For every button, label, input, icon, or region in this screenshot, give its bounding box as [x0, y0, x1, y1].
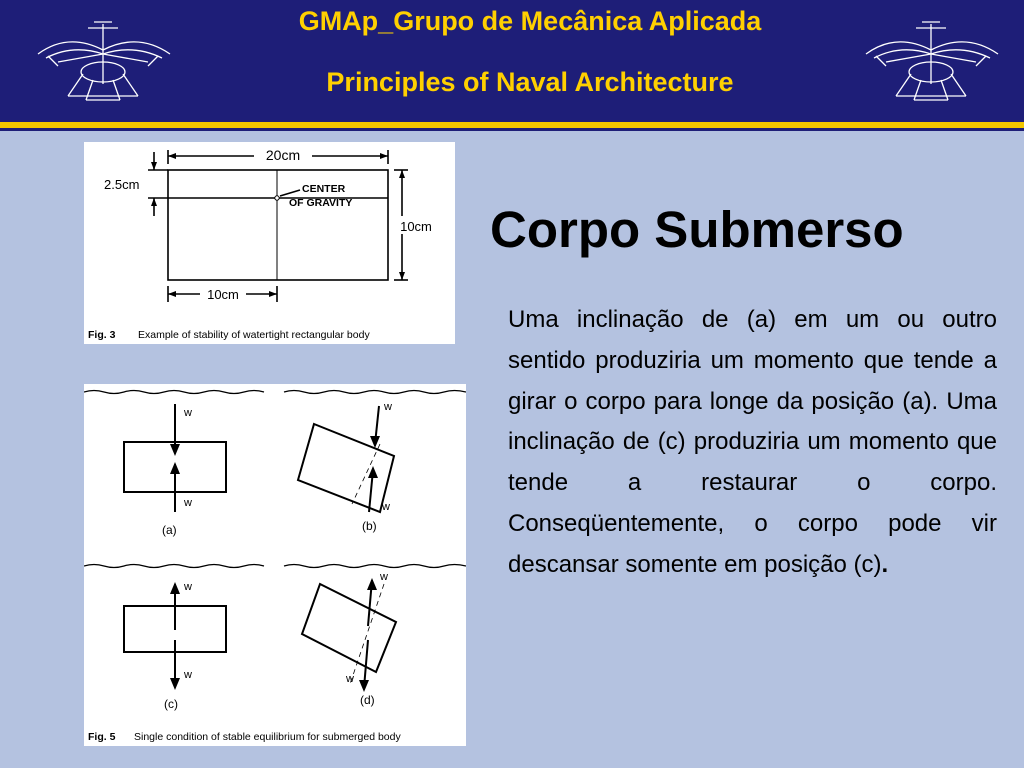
- fig3-cg-label-2: OF GRAVITY: [289, 197, 353, 209]
- header-title-book: Principles of Naval Architecture: [326, 67, 734, 97]
- fig5-c-weight-label: w: [184, 669, 192, 681]
- fig5-label-a: (a): [162, 523, 177, 537]
- body-final-period: .: [881, 550, 889, 578]
- fig5-b-buoyancy-label: w: [382, 501, 390, 513]
- fig3-caption-number: Fig. 3: [88, 329, 116, 341]
- figure-5-submerged-equilibrium: [84, 384, 466, 746]
- ornithopter-sketch-icon: [28, 14, 178, 106]
- fig3-height-label: 10cm: [400, 219, 432, 234]
- fig5-caption: Single condition of stable equilibrium for submerged body: [134, 731, 401, 743]
- fig5-d-weight-label: w: [346, 673, 354, 685]
- slide-heading: Corpo Submerso: [490, 201, 904, 258]
- ornithopter-sketch-icon: [856, 14, 1006, 106]
- fig3-offset-label: 2.5cm: [104, 177, 140, 192]
- header-title-group: GMAp_Grupo de Mecânica Aplicada: [298, 6, 762, 36]
- fig3-caption: Example of stability of watertight rectangular body: [138, 329, 370, 341]
- fig5-d-buoyancy-label: w: [380, 571, 388, 583]
- fig3-width-label: 20cm: [265, 147, 301, 163]
- fig5-label-b: (b): [362, 519, 377, 533]
- figure-3-rectangular-body: [84, 142, 455, 344]
- fig3-half-label: 10cm: [207, 287, 239, 302]
- fig5-a-buoyancy-label: w: [184, 497, 192, 509]
- fig5-caption-number: Fig. 5: [88, 731, 116, 743]
- fig5-label-c: (c): [164, 697, 178, 711]
- fig5-c-buoyancy-label: w: [184, 581, 192, 593]
- fig5-b-weight-label: w: [384, 401, 392, 413]
- body-paragraph: Uma inclinação de (a) em um ou outro sentido produziria um momento que tende a girar o corpo para longe da posição (a). Uma inclinação de (c) produziria um momento que tende a restaurar o corpo. Conseqüentemente, o corpo pode vir descansar somente em posição (c): [508, 306, 997, 578]
- slide-body-text: [508, 300, 997, 586]
- fig3-cg-label-1: CENTER: [302, 183, 346, 195]
- fig5-a-weight-label: w: [184, 407, 192, 419]
- fig5-label-d: (d): [360, 693, 375, 707]
- header-blue-rule: [0, 128, 1024, 131]
